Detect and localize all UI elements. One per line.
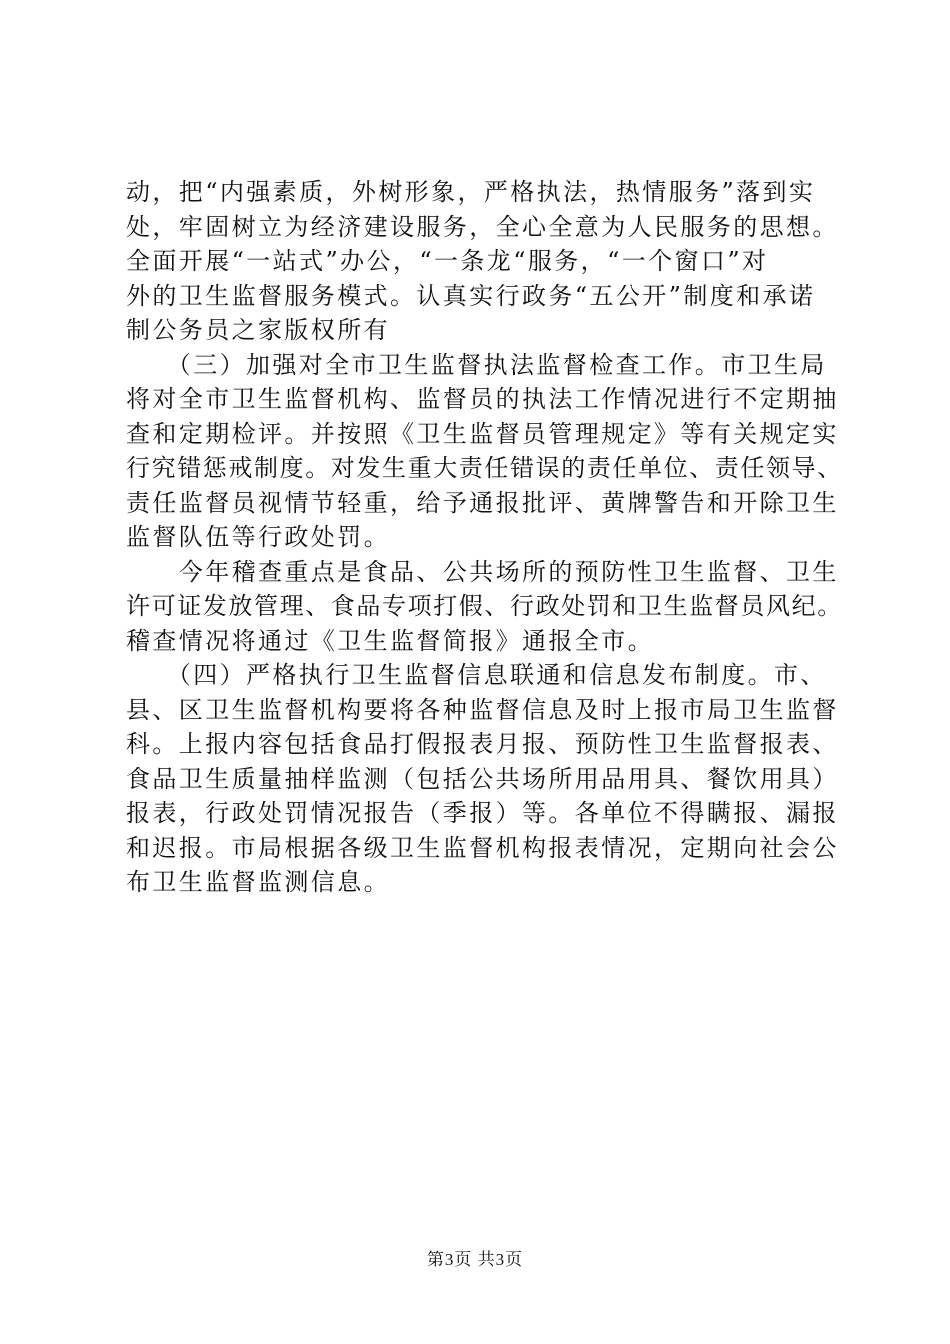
body-text [126, 175, 846, 900]
text-line: 报表，行政处罚情况报告（季报）等。各单位不得瞒报、漏报 [126, 799, 839, 827]
text-line: 制公务员之家版权所有 [126, 316, 390, 344]
text-line: 今年稽查重点是食品、公共场所的预防性卫生监督、卫生 [126, 557, 839, 586]
text-line: 布卫生监督监测信息。 [126, 868, 390, 896]
text-line: 和迟报。市局根据各级卫生监督机构报表情况，定期向社会公 [126, 833, 839, 862]
text-line: 将对全市卫生监督机构、监督员的执法工作情况进行不定期抽 [126, 385, 839, 413]
text-line: 外的卫生监督服务模式。认真实行政务“五公开”制度和承诺 [126, 281, 816, 310]
text-line: 全面开展“一站式”办公，“一条龙“服务，“一个窗口”对 [126, 247, 769, 275]
text-line: （三）加强对全市卫生监督执法监督检查工作。市卫生局 [126, 350, 827, 379]
text-line: 县、区卫生监督机构要将各种监督信息及时上报市局卫生监督 [126, 695, 839, 724]
text-line: 责任监督员视情节轻重，给予通报批评、黄牌警告和开除卫生 [126, 488, 839, 517]
text-line: 动，把“内强素质，外树形象，严格执法，热情服务”落到实 [126, 178, 816, 206]
text-line: 处，牢固树立为经济建设服务，全心全意为人民服务的思想。 [126, 212, 839, 241]
text-line: 食品卫生质量抽样监测（包括公共场所用品用具、餐饮用具） [126, 764, 839, 793]
text-line: 查和定期检评。并按照《卫生监督员管理规定》等有关规定实 [126, 419, 839, 448]
text-line: 行究错惩戒制度。对发生重大责任错误的责任单位、责任领导、 [126, 454, 843, 482]
text-line: （四）严格执行卫生监督信息联通和信息发布制度。市、 [126, 661, 827, 689]
page-footer: 第3页 共3页 [426, 1250, 524, 1269]
text-line: 监督队伍等行政处罚。 [126, 523, 390, 551]
text-line: 稽查情况将通过《卫生监督简报》通报全市。 [126, 626, 654, 655]
text-line: 许可证发放管理、食品专项打假、行政处罚和卫生监督员风纪。 [126, 592, 843, 620]
text-line: 科。上报内容包括食品打假报表月报、预防性卫生监督报表、 [126, 730, 839, 758]
